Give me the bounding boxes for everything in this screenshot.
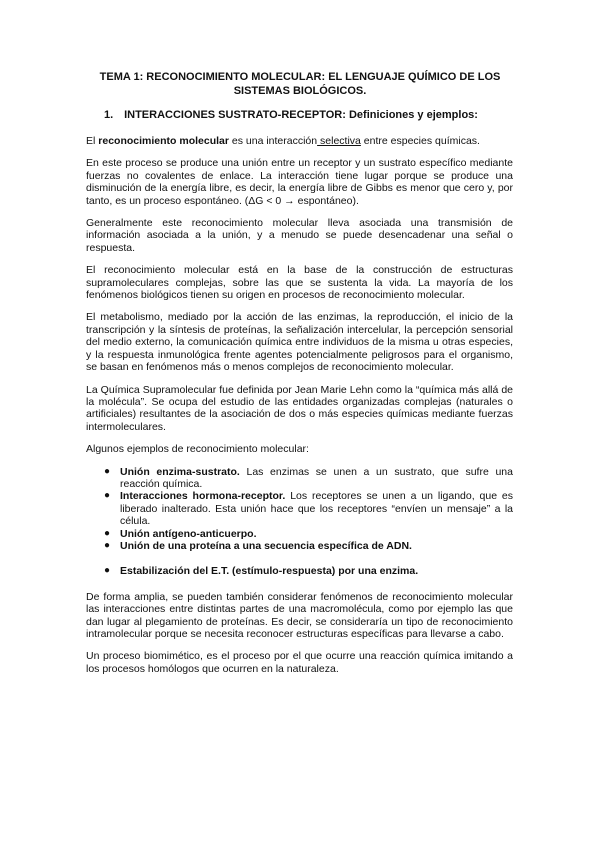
- list-item: [86, 490, 513, 527]
- example-text: Las enzimas se unen a un sustrato, que sufre una reacción química.: [120, 465, 513, 490]
- list-item: [86, 540, 513, 552]
- paragraph-biomimetic: Un proceso biomimético, es el proceso por el que ocurre una reacción química imitando a los procesos homólogos que ocurren en la naturaleza.: [86, 650, 513, 675]
- paragraph-process: En este proceso se produce una unión entre un receptor y un sustrato específico mediante fuerzas no covalentes de enlace. La interacción tiene lugar porque se produce una disminución de la energía libre, es decir, la energía libre de Gibbs es menor que cero y, por tanto, es un proceso espontáneo. (ΔG < 0 → espontáneo).: [86, 157, 513, 207]
- p1-post: entre especies químicas.: [360, 135, 480, 147]
- term-selectiva: selectiva: [317, 135, 361, 147]
- example-term: Unión de una proteína a una secuencia específica de ADN.: [120, 539, 412, 552]
- title-line-1: TEMA 1: RECONOCIMIENTO MOLECULAR: EL LENGUAJE QUÍMICO DE LOS: [99, 71, 501, 83]
- paragraph-metabolism: El metabolismo, mediado por la acción de las enzimas, la reproducción, el inicio de la transcripción y la síntesis de proteínas, la señalización intercelular, la percepción sensorial del medio externo, la comunicación química entre individuos de la misma u otras especies, y la respuesta inmunológica frente agentes potencialmente peligrosos para el organismo, se basan en fenómenos más o menos complejos de reconocimiento molecular.: [86, 311, 513, 374]
- bullet-icon: ●: [104, 565, 111, 577]
- bullet-icon: ●: [104, 465, 111, 477]
- list-item: [86, 466, 513, 491]
- bullet-icon: ●: [104, 527, 111, 539]
- example-term: Interacciones hormona-receptor.: [120, 490, 286, 503]
- section-heading: [104, 108, 478, 122]
- section-title: INTERACCIONES SUSTRATO-RECEPTOR: Definiciones y ejemplos:: [124, 109, 478, 121]
- examples-list: [86, 466, 513, 578]
- list-item: [86, 565, 513, 577]
- paragraph-transmission: Generalmente este reconocimiento molecular lleva asociada una transmisión de información asociada a la unión, y a menudo se puede desencadenar una señal o respuesta.: [86, 217, 513, 254]
- p1-pre: El: [86, 135, 99, 147]
- paragraph-supramolecular-base: El reconocimiento molecular está en la base de la construcción de estructuras supramoleculares complejas, sobre las que se sustenta la vida. La mayoría de los fenómenos biológicos tienen su origen en procesos de reconocimiento molecular.: [86, 264, 513, 302]
- paragraph-definition: [86, 135, 513, 147]
- document-title: [60, 70, 540, 98]
- paragraph-examples-intro: Algunos ejemplos de reconocimiento molecular:: [86, 443, 309, 456]
- paragraph-intramolecular: De forma amplia, se pueden también considerar fenómenos de reconocimiento molecular las interacciones entre distintas partes de una macromolécula, como por ejemplo las que dan lugar al plegamiento de proteínas. Es decir, se consideraría un tipo de reconocimiento intramolecular porque se necesita reconocer estructuras específicas para llevarse a cabo.: [86, 590, 513, 640]
- example-term: Estabilización del E.T. (estímulo-respuesta) por una enzima.: [120, 565, 419, 578]
- p1-mid: es una interacción: [228, 135, 318, 147]
- example-term: Unión antígeno-anticuerpo.: [120, 527, 257, 540]
- example-term: Unión enzima-sustrato.: [120, 465, 240, 478]
- list-item: [86, 528, 513, 540]
- title-line-2: SISTEMAS BIOLÓGICOS.: [233, 85, 367, 97]
- bullet-icon: ●: [104, 539, 111, 551]
- bullet-icon: ●: [104, 490, 111, 502]
- term-reconocimiento-molecular: reconocimiento molecular: [98, 135, 229, 147]
- paragraph-supramolecular-chemistry: La Química Supramolecular fue definida por Jean Marie Lehn como la “química más allá de la molécula”. Se ocupa del estudio de las entidades organizadas complejas (naturales o artificiales) resultantes de la asociación de dos o más especies químicas mediante fuerzas intermoleculares.: [86, 383, 513, 433]
- section-number: 1.: [104, 109, 114, 121]
- example-text: Los receptores se unen a un ligando, que es liberado inalterado. Esta unión hace que los receptores “envíen un mensaje” a la célula.: [120, 490, 513, 528]
- body-text: [86, 135, 513, 685]
